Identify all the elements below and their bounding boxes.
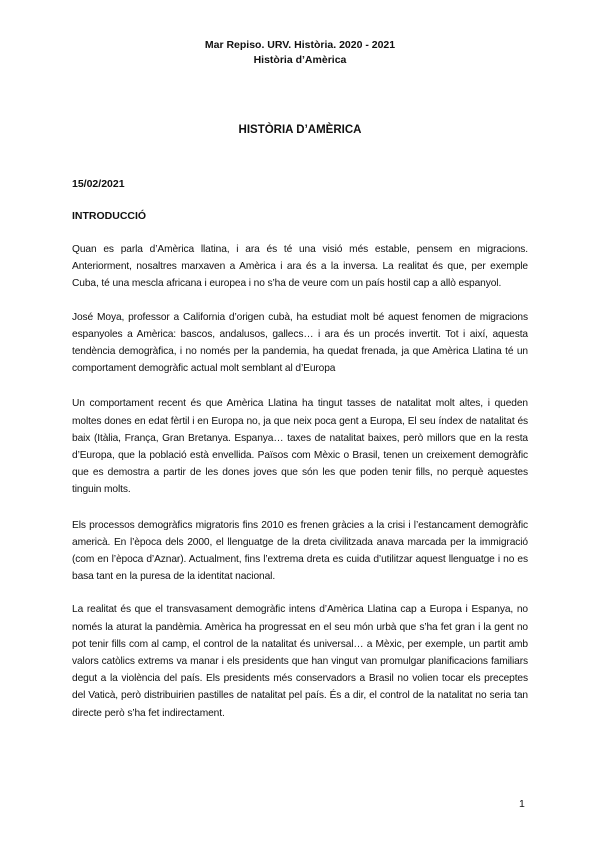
paragraph: Un comportament recent és que Amèrica Llatina ha tingut tasses de natalitat molt altes, i queden moltes dones en edat fèrtil i en Europa no, ja que neix poca gent a Europa, El seu índex de natalitat és baix (Itàlia, França, Gran Bretanya. Espanya… taxes de natalitat baixes, però millors que en la resta d’Europa, que la població està envellida. Països com Mèxic o Brasil, tenen un creixement demogràfic que es demostra a partir de les dones joves que són les que poden tenir fills, no perquè aquestes tinguin molts.	[72, 398, 528, 496]
paragraph: Quan es parla d’Amèrica llatina, i ara és té una visió més estable, pensem en migracions. Anteriorment, nosaltres marxaven a Amèrica i ara és a la inversa. La realitat és que, per exemple Cuba, té una mescla africana i europea i no s’ha de veure com un país hostil cap a allò espanyol.	[72, 244, 528, 290]
paragraph: Els processos demogràfics migratoris fins 2010 es frenen gràcies a la crisi i l’estancament demogràfic americà. En l’època dels 2000, el llenguatge de la dreta civilitzada anava marcada per la immigració (com en l’època d’Aznar). Actualment, fins l’extrema dreta es cuida d’utilitzar aquest llenguatge i no es basa tant en la puresa de la identitat nacional.	[72, 519, 528, 583]
paragraph: La realitat és que el transvasament demogràfic intens d’Amèrica Llatina cap a Europa i Espanya, no només la aturat la pandèmia. Amèrica ha progressat en el seu món urbà que s’ha fet gran i la gent no pot tenir fills com al camp, el control de la natalitat és universal… a Mèxic, per exemple, un partit amb valors catòlics extrems va manar i els presidents que han vingut van promulgar planificacions familiars degut a la violència del país. Els presidents més conservadors a Brasil no volien tocar els preceptes del Vaticà, però distribuirien pastilles de natalitat pel país. És a dir, el control de la natalitat no seria tan directe però s’ha fet indirectament.	[72, 604, 528, 719]
paragraph: José Moya, professor a California d’origen cubà, ha estudiat molt bé aquest fenomen de migracions espanyoles a Amèrica: bascos, andalusos, gallecs… i ara és un procés invertit. Tot i així, aquesta tendència demogràfica, i no només per la pandemia, ha quedat frenada, ja que Amèrica Llatina té un comportament demogràfic actual molt semblant al d’Europa	[72, 311, 528, 375]
page-number: 1	[519, 798, 525, 810]
header-course-line: Història d’Amèrica	[253, 54, 347, 66]
section-heading: INTRODUCCIÓ	[72, 210, 147, 222]
header-author-line: Mar Repiso. URV. Història. 2020 - 2021	[204, 39, 396, 51]
session-date: 15/02/2021	[72, 178, 125, 190]
document-title: HISTÒRIA D’AMÈRICA	[238, 124, 362, 136]
document-body	[72, 178, 528, 722]
page-header	[0, 38, 600, 68]
